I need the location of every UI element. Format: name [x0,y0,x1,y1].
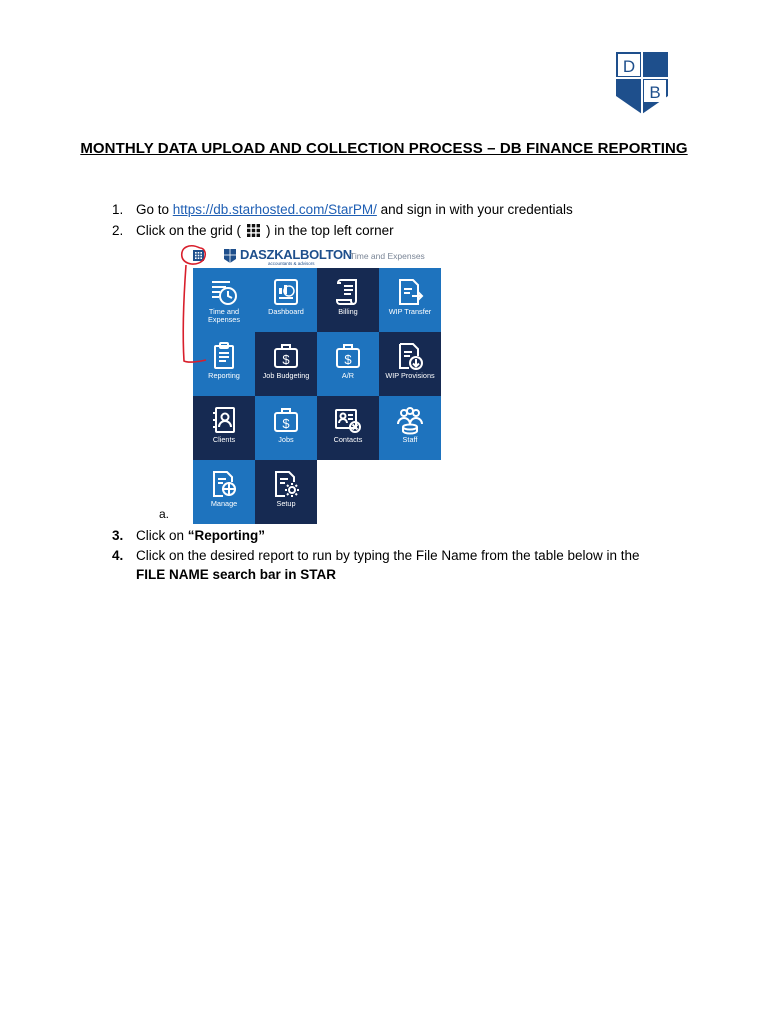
clipboard-icon [208,340,240,372]
brand-shield-icon [224,249,236,263]
tile-label: Job Budgeting [262,371,310,380]
clock-list-icon [208,276,240,308]
step-text: ) in the top left corner [266,223,394,238]
step-number: 1. [112,202,124,217]
step-text: Click on the grid ( [136,223,242,238]
document-gear-icon [270,468,302,500]
step-4 [112,546,640,566]
tile-label: Setup [276,499,296,508]
logo-letter-b: B [649,83,661,102]
grid-menu-icon[interactable] [193,250,204,261]
contact-card-icon [332,404,364,436]
svg-text:$: $ [282,416,290,431]
address-book-icon [208,404,240,436]
step-number: 2. [112,223,124,238]
step-number: 4. [112,548,124,563]
app-name: Time and Expenses [350,251,425,261]
svg-text:$: $ [282,352,290,367]
tile-manage[interactable] [193,460,255,524]
tile-wip-provisions[interactable] [379,332,441,396]
step-4-continuation: FILE NAME search bar in STAR [136,567,337,582]
tile-label: A/R [341,371,355,380]
tile-label: Billing [338,307,358,316]
briefcase-dollar-icon [270,340,302,372]
briefcase-dollar-icon [270,404,302,436]
tile-label: Time and Expenses [207,307,241,324]
tile-setup[interactable] [255,460,317,524]
reporting-emphasis: “Reporting” [187,528,266,543]
tile-dashboard[interactable] [255,268,317,332]
sub-item-marker: a. [159,507,170,521]
star-menu-screenshot [180,244,440,522]
scroll-icon [332,276,364,308]
tile-label: Contacts [333,435,363,444]
tile-label: Clients [212,435,236,444]
step-text: Click on [136,528,188,543]
step-text: Go to [136,202,173,217]
tile-label: Dashboard [268,307,304,316]
tile-reporting[interactable] [193,332,255,396]
tile-label: WIP Transfer [388,307,432,316]
page-title: MONTHLY DATA UPLOAD AND COLLECTION PROCESS – DB FINANCE REPORTING [80,140,688,157]
tile-ar[interactable] [317,332,379,396]
tile-label: WIP Provisions [385,371,435,380]
document-crosshair-icon [208,468,240,500]
step-number: 3. [112,528,124,543]
briefcase-dollar-icon [332,340,364,372]
star-header [180,244,440,268]
tile-staff[interactable] [379,396,441,460]
step-3 [112,526,265,546]
tile-label: Manage [210,499,238,508]
tile-time-and-expenses[interactable] [193,268,255,332]
tile-contacts[interactable] [317,396,379,460]
svg-text:$: $ [344,352,352,367]
brand-tagline: accountants & advisors [268,261,315,266]
step-2 [112,221,394,241]
step-text: and sign in with your credentials [376,202,573,217]
tile-job-budgeting[interactable] [255,332,317,396]
step-1 [112,200,573,220]
step-text: Click on the desired report to run by typing the File Name from the table below in the [136,548,640,563]
dashboard-icon [270,276,302,308]
document-download-icon [394,340,426,372]
starpm-link[interactable]: https://db.starhosted.com/StarPM/ [172,202,377,217]
people-icon [394,404,426,436]
brand-name: DASZKALBOLTON [240,247,352,262]
tile-label: Jobs [278,435,294,444]
tile-label: Staff [402,435,418,444]
tile-jobs[interactable] [255,396,317,460]
tile-wip-transfer[interactable] [379,268,441,332]
grid-icon [247,224,260,237]
tile-clients[interactable] [193,396,255,460]
tile-label: Reporting [208,371,240,380]
logo-letter-d: D [622,57,636,76]
document-arrow-icon [394,276,426,308]
db-logo [616,52,668,114]
tile-billing[interactable] [317,268,379,332]
app-tile-grid [193,268,440,522]
